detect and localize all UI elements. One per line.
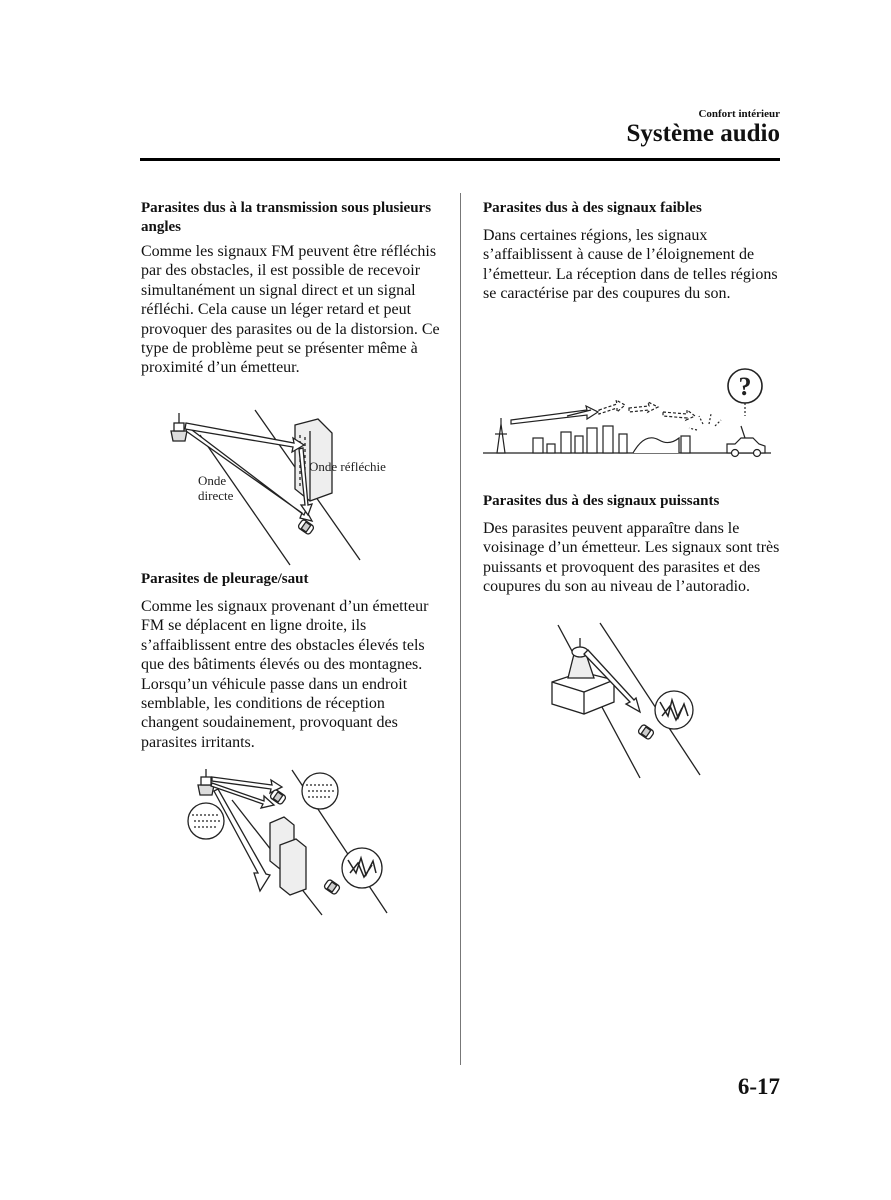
question-mark-icon: ?: [738, 372, 752, 401]
section-text: Comme les signaux FM peuvent être réfléchis par des obstacles, il est possible de recevoir simultanément un signal direct et un signal réfléchi. Cela cause un léger retard et peut provoquer des parasites ou de la distorsion. Ce type de problème peut se présenter même à proximité d’un émetteur.: [141, 243, 440, 377]
car-icon: [323, 879, 340, 895]
section-heading: Parasites dus à des signaux faibles: [483, 200, 702, 216]
noise-bubble-icon: [302, 773, 338, 809]
signal-wave-arrow: [511, 406, 598, 424]
section-weak-signals: [483, 199, 783, 304]
header-rule: [140, 158, 780, 161]
static-burst-icon: [342, 848, 382, 888]
page-title: Système audio: [626, 120, 780, 147]
weak-wave-arrow: [663, 410, 695, 420]
strong-signal-figure: [550, 620, 730, 780]
noise-bubble-icon: [188, 803, 224, 839]
static-burst-icon: [655, 691, 693, 729]
wave-arrow-blocked: [214, 789, 270, 891]
reflected-wave-label: Onde réfléchie: [309, 459, 386, 474]
section-text: Dans certaines régions, les signaux s’affaiblissent à cause de l’éloignement de l’émetteur. La réception dans de telles régions se caractérise par des coupures du son.: [483, 227, 778, 303]
section-heading: Parasites dus à des signaux puissants: [483, 493, 720, 509]
page-number: 6-17: [737, 1074, 780, 1099]
transmitter-icon: [171, 413, 187, 441]
section-flutter: [141, 570, 446, 752]
weak-wave-arrow: [629, 402, 658, 412]
car-icon: [637, 724, 654, 740]
section-text: Comme les signaux provenant d’un émetteur FM se déplacent en ligne droite, ils s’affaiblissent entre des obstacles élevés tels que des bâtiments élevés ou des montagnes. Lorsqu’un véhicule passe dans un endroit semblable, les conditions de réception changent soudainement, provoquant des parasites irritants.: [141, 598, 429, 751]
column-divider: [460, 193, 461, 1065]
car-icon: [727, 426, 765, 457]
buildings-icon: [270, 817, 306, 895]
section-kicker: Confort intérieur: [698, 108, 780, 120]
section-heading: Parasites dus à la transmission sous plusieurs angles: [141, 200, 432, 235]
multipath-figure: [160, 405, 430, 570]
section-heading: Parasites de pleurage/saut: [141, 571, 309, 587]
section-multipath: [141, 199, 446, 378]
city-skyline: [533, 426, 690, 453]
weak-wave-arrow: [599, 400, 625, 414]
direct-wave-label: directe: [198, 488, 234, 503]
direct-wave-label: Onde: [198, 473, 227, 488]
section-text: Des parasites peuvent apparaître dans le voisinage d’un émetteur. Les signaux sont très puissants et provoquent des parasites et des coupures du son au niveau de l’autoradio.: [483, 520, 780, 596]
section-strong-signals: [483, 492, 783, 597]
flutter-figure: [182, 765, 392, 920]
transmitter-tower-icon: [495, 418, 507, 453]
weak-signal-figure: [483, 362, 773, 460]
transmitter-icon: [198, 769, 214, 795]
